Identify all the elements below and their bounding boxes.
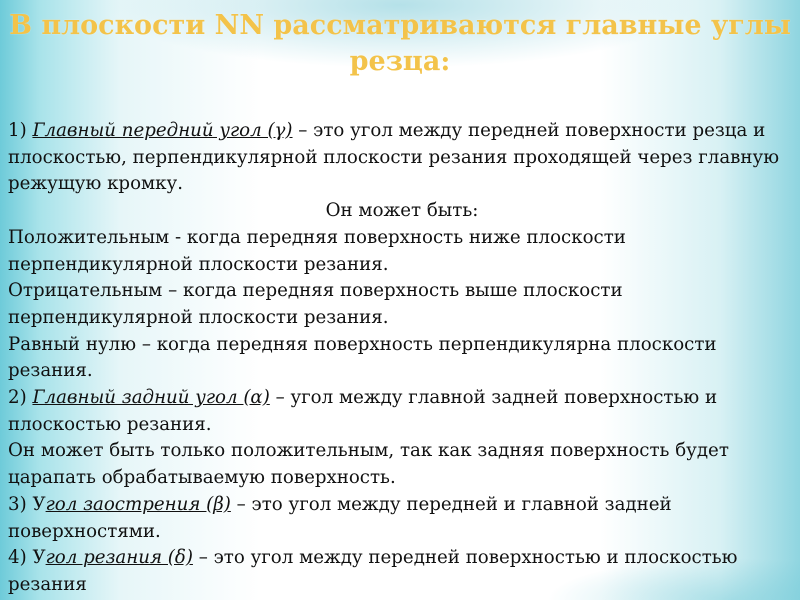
item-3-text: – это угол между передней и главной задней поверхностями.: [8, 493, 672, 542]
title-line-1: В плоскости NN рассматриваются главные углы: [9, 10, 791, 41]
item-4: [8, 545, 796, 598]
title-line-2: резца:: [349, 46, 451, 77]
item-3: [8, 492, 796, 545]
may-be-heading: Он может быть:: [325, 200, 479, 222]
item-1-number: 1): [8, 120, 33, 141]
item-3-number: 3) У: [8, 493, 46, 515]
item-2-number: 2): [8, 387, 33, 409]
item-1: [8, 118, 796, 198]
item-2-text: – угол между главной задней поверхностью и плоскостью резания.: [8, 387, 718, 435]
slide-title: [0, 8, 800, 80]
item-2-term: Главный задний угол (α): [32, 387, 270, 409]
negative-case: Отрицательным – когда передняя поверхность выше плоскости перпендикулярной плоскости резания.: [8, 280, 623, 328]
item-2-note: Он может быть только положительным, так как задняя поверхность будет царапать обрабатываемую поверхность.: [8, 440, 729, 489]
zero-case: Равный нулю – когда передняя поверхность перпендикулярна плоскости резания.: [8, 333, 717, 382]
item-1-text: – это угол между передней поверхности резца и плоскостью, перпендикулярной плоскости резания проходящей через главную режущую кромку.: [8, 120, 780, 195]
item-3-term: гол заострения (β): [45, 493, 231, 515]
item-4-term: гол резания (δ): [45, 547, 193, 569]
positive-case: Положительным - когда передняя поверхность ниже плоскости перпендикулярной плоскости резания.: [8, 226, 626, 275]
item-2: [8, 385, 796, 438]
item-1-term: Главный передний угол (γ): [32, 120, 293, 141]
item-4-number: 4) У: [8, 547, 46, 569]
slide-body: [8, 118, 796, 599]
item-4-text: – это угол между передней поверхностью и плоскостью резания: [8, 547, 738, 595]
